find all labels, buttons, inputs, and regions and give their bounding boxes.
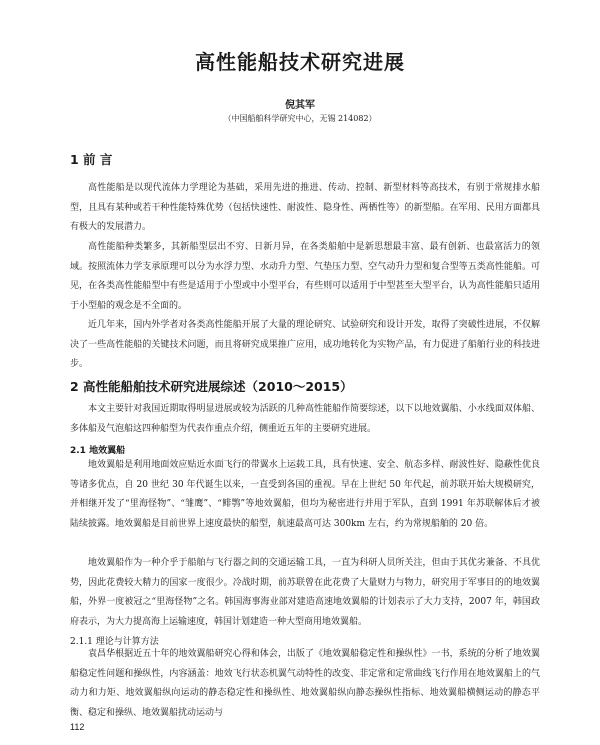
section-1-paragraph-3: 近几年来，国内外学者对各类高性能船开展了大量的理论研究、试验研究和设计开发，取得了突破性进展，不仅解决了一些高性能船的关键技术问题，而且将研究成果推广应用，成功地转化为实物产品，有力促进了船舶行业的科技进步。: [70, 320, 540, 370]
section-1-paragraph-2: 高性能船种类繁多，其新船型层出不穷、日新月异，在各类船舶中是新思想最丰富、最有创新、也最富活力的领域。按照流体力学支承原理可以分为水浮力型、水动升力型、气垫压力型、空气动升力型和复合型等五类高性能船。可见，在各类高性能船型中有些是适用于小型或中小型平台，有些则可以适用于中型甚至大型平台，认为高性能船只适用于小型船的观念是不全面的。: [70, 242, 540, 311]
section-2-1-paragraph-1: 地效翼船是利用地面效应贴近水面飞行的带翼水上运载工具，具有快速、安全、航态多样、耐波性好、隐蔽性优良等诸多优点，自 20 世纪 30 年代诞生以来，一直受到各国的重视。早在上世纪 50 年代起，前苏联开始大规模研究，并相继开发了“里海怪物”、“雏鹰”、“鲱鹗”等地效翼船，但均为秘密进行并用于军队，直到 1991 年苏联解体后才被陆续披露。地效翼船是目前世界上速度最快的船型，航速最高可达 300km 左右，约为常规船舶的 20 倍。: [70, 460, 540, 529]
author-affiliation: （中国船舶科学研究中心，无锡 214082）: [223, 114, 377, 123]
section-2-1-1-paragraph-1: 袁昌华根据近五十年的地效翼船研究心得和体会，出版了《地效翼船稳定性和操纵性》一书，系统的分析了地效翼船稳定性问题和操纵性，内容涵盖：地效飞行状态机翼气动特性的改变、非定常和定常曲线飞行作用在地效翼船上的气动力和力矩、地效翼船纵向运动的静态稳定性和操纵性、地效翼船纵向静态操纵性指标、地效翼船横侧运动的静态平衡、稳定和操纵、地效翼船扰动运动与: [70, 649, 540, 718]
section-2-1-paragraph-2: 地效翼船作为一种介乎于船舶与飞行器之间的交通运输工具，一直为科研人员所关注，但由于其优劣兼备、不具优势，因此花费较大精力的国家一度很少。冷战时期，前苏联曾在此花费了大量财力与物力，研究用于军事目的的地效翼船，外界一度被冠之“里海怪物”之名。韩国海事海业部对建造高速地效翼船的计划表示了大力支持，2007 年，韩国政府表示，为大力提高海上运输速度，韩国计划建造一种大型商用地效翼船。: [70, 558, 540, 627]
section-1-heading: 1 前 言: [70, 152, 113, 167]
section-2-1-1-heading: 2.1.1 理论与计算方法: [70, 637, 159, 647]
page-number: 112: [70, 722, 85, 732]
section-2-paragraph-1: 本文主要针对我国近期取得明显进展或较为活跃的几种高性能船作简要综述，以下以地效翼船、小水线面双体船、多体船及气泡船这四种船型为代表作重点介绍，侧重近五年的主要研究进展。: [70, 404, 540, 434]
paper-title: 高性能船技术研究进展: [195, 50, 405, 74]
author-name: 倪其军: [285, 100, 315, 111]
section-2-1-heading: 2.1 地效翼船: [70, 446, 126, 456]
section-1-paragraph-1: 高性能船是以现代流体力学理论为基础，采用先进的推进、传动、控制、新型材料等高技术，有别于常规排水船型，且具有某种或若干种性能特殊优势（包括快速性、耐波性、隐身性、两栖性等）的新型船。在军用、民用方面都具有极大的发展潜力。: [70, 183, 540, 233]
section-2-heading: 2 高性能船舶技术研究进展综述（2010～2015）: [70, 379, 353, 394]
